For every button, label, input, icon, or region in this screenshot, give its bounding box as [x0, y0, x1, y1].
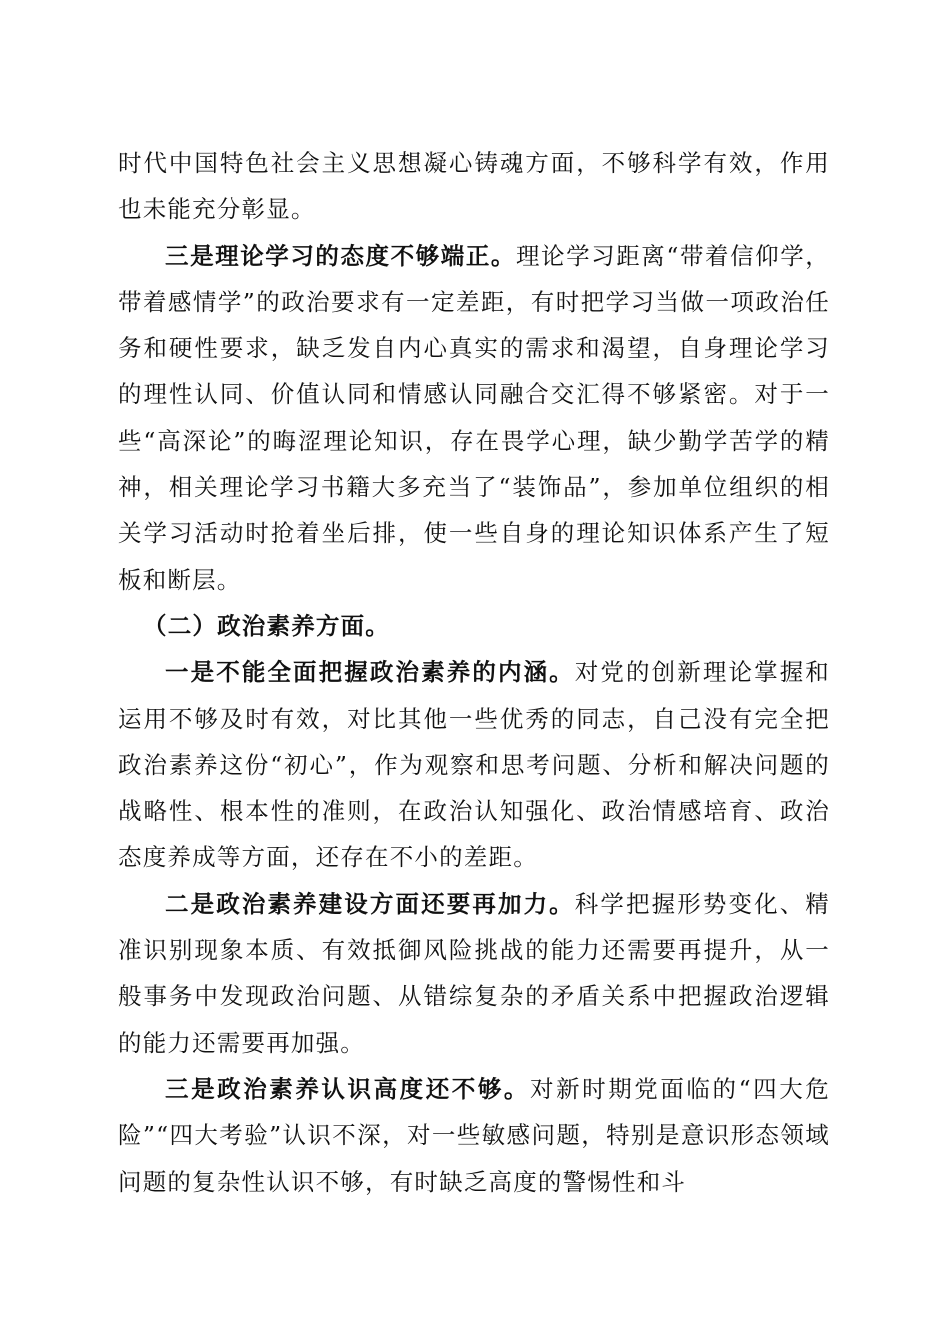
- paragraph-theory-attitude: [118, 233, 830, 603]
- paragraph-lead: 一是不能全面把握政治素养的内涵。: [165, 658, 575, 687]
- paragraph-text: 理论学习距离“带着信仰学，带着感情学”的政治要求有一定差距，有时把学习当做一项政治任务和硬性要求，缺乏发自内心真实的需求和渴望，自身理论学习的理性认同、价值认同和情感认同融合交汇得不够紧密。对于一些“高深论”的晦涩理论知识，存在畏学心理，缺少勤学苦学的精神，相关理论学习书籍大多充当了“装饰品”，参加单位组织的相关学习活动时抢着坐后排，使一些自身的理论知识体系产生了短板和断层。: [118, 241, 830, 594]
- paragraph-text: 对党的创新理论掌握和运用不够及时有效，对比其他一些优秀的同志，自己没有完全把政治素养这份“初心”，作为观察和思考问题、分析和解决问题的战略性、根本性的准则，在政治认知强化、政治情感培育、政治态度养成等方面，还存在不小的差距。: [118, 658, 831, 872]
- paragraph-continuation: [118, 140, 830, 233]
- document-page: [118, 140, 830, 1205]
- paragraph-lead: 二是政治素养建设方面还要再加力。: [165, 889, 575, 918]
- paragraph-literacy-awareness: [118, 1066, 830, 1205]
- paragraph-literacy-connotation: [118, 649, 830, 880]
- paragraph-text: 对新时期党面临的“四大危险”“四大考验”认识不深，对一些敏感问题，特别是意识形态领域问题的复杂性认识不够，有时缺乏高度的警惕性和斗: [118, 1074, 830, 1196]
- paragraph-literacy-building: [118, 881, 830, 1066]
- paragraph-lead: 三是政治素养认识高度还不够。: [165, 1074, 530, 1103]
- paragraph-text: 科学把握形势变化、精准识别现象本质、有效抵御风险挑战的能力还需要再提升，从一般事务中发现政治问题、从错综复杂的矛盾关系中把握政治逻辑的能力还需要再加强。: [118, 889, 831, 1057]
- section-heading-political-literacy: （二）政治素养方面。: [143, 611, 390, 640]
- paragraph-text: 时代中国特色社会主义思想凝心铸魂方面，不够科学有效，作用也未能充分彰显。: [118, 149, 830, 224]
- paragraph-lead: 三是理论学习的态度不够端正。: [165, 241, 516, 270]
